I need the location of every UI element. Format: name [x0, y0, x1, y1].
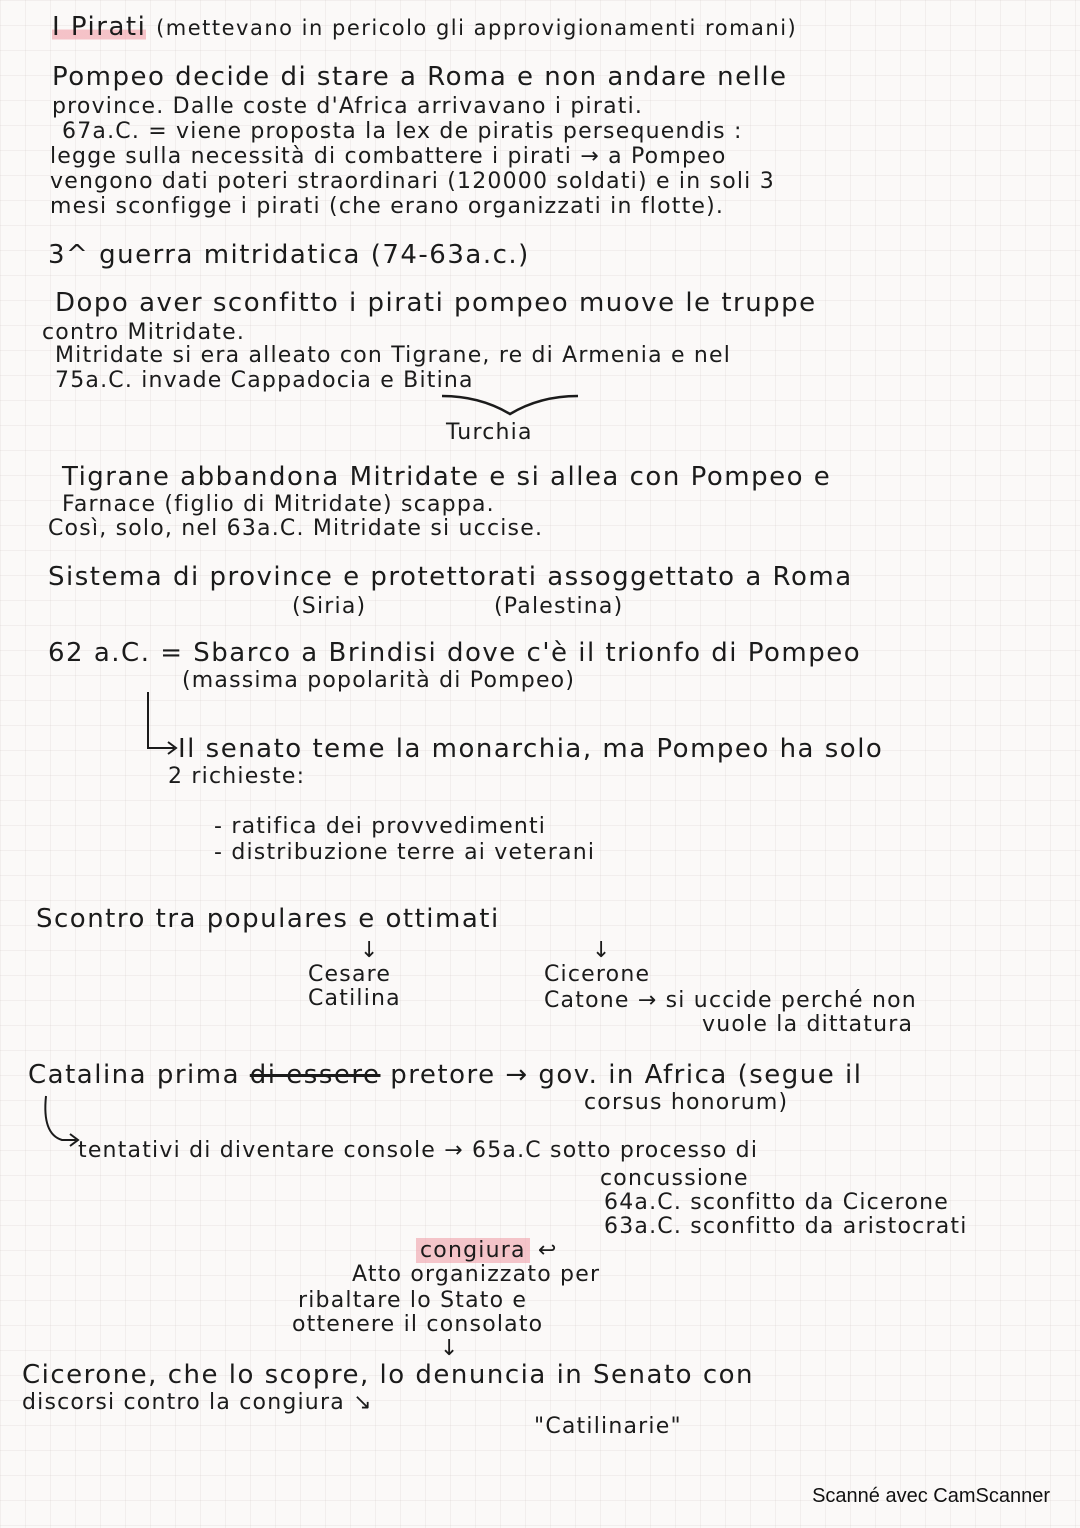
section-title-mitridatica: 3^ guerra mitridatica (74-63a.c.): [48, 240, 530, 270]
note-sub-siria: (Siria): [292, 594, 367, 619]
note-line: concussione: [600, 1166, 749, 1191]
list-item: - ratifica dei provvedimenti: [214, 814, 547, 839]
note-line: 64a.C. sconfitto da Cicerone: [604, 1190, 949, 1215]
note-line: 2 richieste:: [168, 764, 306, 789]
congiura-highlight: congiura: [416, 1238, 530, 1263]
ottimati-item: Cicerone: [544, 962, 651, 987]
ottimati-item: Catone → si uccide perché non: [544, 988, 917, 1013]
arrow-down-icon: ↓: [440, 1336, 460, 1361]
arrow-icon: [140, 690, 180, 760]
ottimati-item: vuole la dittatura: [702, 1012, 914, 1037]
note-line: province. Dalle coste d'Africa arrivavano i pirati.: [52, 94, 644, 119]
note-line: ottenere il consolato: [292, 1312, 544, 1337]
note-line: Il senato teme la monarchia, ma Pompeo ha solo: [178, 734, 884, 764]
note-line: Mitridate si era alleato con Tigrane, re di Armenia e nel: [55, 343, 732, 368]
note-line: corsus honorum): [584, 1090, 789, 1115]
title-pirati: I Pirati: [52, 12, 147, 42]
note-sub-palestina: (Palestina): [494, 594, 624, 619]
note-line: Scontro tra populares e ottimati: [36, 904, 500, 934]
note-fragment: Catalina prima: [28, 1060, 241, 1090]
note-line: [28, 1062, 862, 1088]
note-line: legge sulla necessità di combattere i pirati → a Pompeo: [50, 144, 727, 169]
note-line: Sistema di province e protettorati assoggettato a Roma: [48, 562, 853, 592]
brace-icon: [440, 392, 580, 420]
note-line: 67a.C. = viene proposta la lex de piratis persequendis :: [62, 119, 743, 144]
note-line: (massima popolarità di Pompeo): [182, 668, 576, 693]
note-line: Farnace (figlio di Mitridate) scappa.: [62, 492, 495, 517]
list-item: - distribuzione terre ai veterani: [214, 840, 596, 865]
congiura-label: [416, 1238, 558, 1264]
arrow-down-icon: ↓: [592, 938, 612, 963]
note-line: Cicerone, che lo scopre, lo denuncia in Senato con: [22, 1360, 754, 1390]
note-line: 75a.C. invade Cappadocia e Bitina: [55, 368, 474, 393]
arrow-icon: [40, 1094, 80, 1150]
note-line: 62 a.C. = Sbarco a Brindisi dove c'è il trionfo di Pompeo: [48, 638, 862, 668]
note-line: [22, 1390, 373, 1416]
note-line: Dopo aver sconfitto i pirati pompeo muove le truppe: [55, 288, 817, 318]
note-line: ribaltare lo Stato e: [298, 1288, 528, 1313]
populares-item: Cesare: [308, 962, 392, 987]
brace-label: Turchia: [446, 420, 533, 445]
arrow-back-icon: ↩: [537, 1238, 558, 1263]
arrow-down-icon: ↓: [360, 938, 380, 963]
title-note: (mettevano in pericolo gli approvigionamenti romani): [156, 16, 798, 40]
struck-text: di essere: [249, 1060, 381, 1090]
arrow-right-icon: ↘: [353, 1390, 373, 1415]
note-line: Pompeo decide di stare a Roma e non andare nelle: [52, 62, 788, 92]
note-fragment: discorsi contro la congiura: [22, 1390, 345, 1415]
note-line: mesi sconfigge i pirati (che erano organizzati in flotte).: [50, 194, 725, 219]
section-title-pirati: [52, 14, 797, 41]
note-line: vengono dati poteri straordinari (120000 soldati) e in soli 3: [50, 169, 775, 194]
note-fragment: pretore → gov. in Africa (segue il: [390, 1060, 863, 1090]
note-line: Così, solo, nel 63a.C. Mitridate si uccise.: [48, 516, 544, 541]
note-line: Tigrane abbandona Mitridate e si allea con Pompeo e: [62, 462, 832, 492]
note-line: contro Mitridate.: [42, 320, 246, 345]
note-line: 63a.C. sconfitto da aristocrati: [604, 1214, 968, 1239]
populares-item: Catilina: [308, 986, 401, 1011]
note-line-quote: "Catilinarie": [534, 1414, 682, 1439]
scanner-watermark: Scanné avec CamScanner: [812, 1485, 1050, 1507]
note-line: tentativi di diventare console → 65a.C sotto processo di: [78, 1138, 759, 1163]
note-line: Atto organizzato per: [352, 1262, 601, 1287]
